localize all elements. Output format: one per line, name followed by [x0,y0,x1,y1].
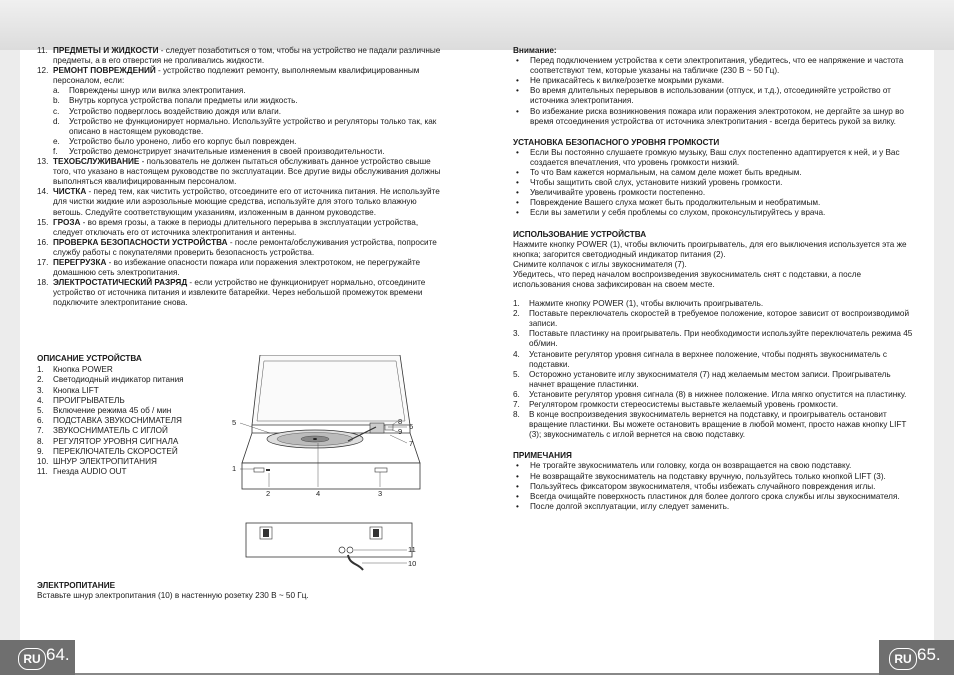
callout-3: 3 [378,489,383,498]
bullet-item: • Перед подключением устройства к сети электропитания, убедитесь, что ее напряжение и частота соответствуют тем, которые указаны на табличке (230 В ~ 50 Гц). [516,56,904,76]
page-number-left: 64. [46,645,70,664]
part-item: 5. Включение режима 45 об / мин [37,406,172,416]
sub-item: c. Устройство подверглось воздействию дождя или влаги. [53,106,282,116]
callout-10: 10 [408,559,417,568]
section-heading-description: ОПИСАНИЕ УСТРОЙСТВА [37,354,142,363]
right-margin-bar [934,50,954,640]
bullet-item: • Чтобы защитить свой слух, установите низкий уровень громкости. [516,178,783,188]
list-item: 15. ГРОЗА - во время грозы, а также в периоды длительного перерыва в эксплуатации устройства, следует отключать его от источника электропитания и антенны. [37,217,419,237]
bullet-item: • Не возвращайте звукосниматель на подставку вручную, пользуйтесь только кнопкой LIFT (3). [516,471,886,481]
usage-intro: Нажмите кнопку POWER (1), чтобы включить проигрыватель, для его выключения используется эта же кнопка; загорится светодиодный индикатор питания (2). [513,239,907,259]
list-item: 11. ПРЕДМЕТЫ И ЖИДКОСТИ - следует позаботиться о том, чтобы на устройство не падали различные предметы, а в его отверстия не проливались жидкости. [37,46,441,66]
bullet-item: • Увеличивайте уровень громкости постепенно. [516,188,706,198]
list-item: 16. ПРОВЕРКА БЕЗОПАСНОСТИ УСТРОЙСТВА - после ремонта/обслуживания устройства, попросите службу работы с покупателями проверить безопасность устройства. [37,237,437,257]
callout-7: 7 [409,439,414,448]
bullet-item: • После долгой эксплуатации, иглу следует заменить. [516,501,730,511]
list-item: 12. РЕМОНТ ПОВРЕЖДЕНИЙ - устройство подлежит ремонту, выполняемым квалифицированным персоналом, если: [37,66,420,86]
section-heading-volume: УСТАНОВКА БЕЗОПАСНОГО УРОВНЯ ГРОМКОСТИ [513,137,720,147]
part-item: 2. Светодиодный индикатор питания [37,375,184,385]
section-heading-usage: ИСПОЛЬЗОВАНИЕ УСТРОЙСТВА [513,229,647,239]
step-item: 3. Поставьте пластинку на проигрыватель. При необходимости используйте переключатель режима 45 об/мин. [513,329,913,349]
section-heading-notes: ПРИМЕЧАНИЯ [513,451,572,461]
bullet-item: • Пользуйтесь фиксатором звукоснимателя, чтобы избежать случайного повреждения иглы. [516,481,876,491]
power-text: Вставьте шнур электропитания (10) в настенную розетку 230 В ~ 50 Гц. [37,591,309,601]
callout-5: 5 [232,418,237,427]
callout-11: 11 [408,545,416,554]
step-item: 6. Установите регулятор уровня сигнала (8) в нижнее положение. Игла мягко опустится на пластинку. [513,389,907,399]
left-column [37,46,447,308]
left-margin-bar [0,50,20,640]
part-item: 6. ПОДСТАВКА ЗВУКОСНИМАТЕЛЯ [37,416,182,426]
bullet-item: • Не трогайте звукосниматель или головку, когда он возвращается на свою подставку. [516,461,852,471]
parts-list [37,354,184,477]
language-badge-left: RU [18,648,46,670]
sub-item: d. Устройство не функционирует нормально. Используйте устройство и регуляторы только так, как описано в настоящем руководстве. [53,116,437,136]
power-section [37,581,437,601]
callout-9: 9 [398,427,403,436]
part-item: 11. Гнезда AUDIO OUT [37,467,127,477]
bullet-item: • Если вы заметили у себя проблемы со слухом, проконсультируйтесь у врача. [516,208,826,218]
bullet-item: • Во избежание риска возникновения пожара или поражения электротоком, не дергайте за шнур во время отсоединения устройства от источника электропитания - всегда беритесь рукой за вилку. [516,106,904,126]
usage-intro: Снимите колпачок с иглы звукоснимателя (7). [513,259,687,269]
language-badge-right: RU [889,648,917,670]
callout-4: 4 [316,489,321,498]
section-heading-attention: Внимание: [513,46,557,55]
list-item: 18. ЭЛЕКТРОСТАТИЧЕСКИЙ РАЗРЯД - если устройство не функционирует нормально, отсоедините устройство от источника питания и извлеките батарейки. Через небольшой промежуток времени подключите электропитание снова. [37,278,426,308]
part-item: 10. ШНУР ЭЛЕКТРОПИТАНИЯ [37,457,157,467]
callout-2: 2 [266,489,271,498]
sub-item: f. Устройство демонстрирует значительные изменения в своей производительности. [53,146,385,156]
step-item: 5. Осторожно установите иглу звукоснимателя (7) над желаемым местом записи. Проигрыватель начнет вращение пластинки. [513,369,891,389]
header-band [0,0,954,50]
part-item: 1. Кнопка POWER [37,365,113,375]
bullet-item: • То что Вам кажется нормальным, на самом деле может быть вредным. [516,168,802,178]
step-item: 2. Поставьте переключатель скоростей в требуемое положение, которое зависит от воспроизводимой записи. [513,309,910,329]
sub-item: a. Повреждены шнур или вилка электропитания. [53,86,246,96]
bullet-item: • Во время длительных перерывов в использовании (отпуск, и т.д.), отсоединяйте устройство от источника электропитания. [516,86,891,106]
callout-6: 6 [409,422,414,431]
part-item: 4. ПРОИГРЫВАТЕЛЬ [37,395,125,405]
list-item: 17. ПЕРЕГРУЗКА - во избежание опасности пожара или поражения электротоком, не перегружайте домашнюю сеть электропитания. [37,257,421,278]
part-item: 8. РЕГУЛЯТОР УРОВНЯ СИГНАЛА [37,436,179,446]
bullet-item: • Если Вы постоянно слушаете громкую музыку, Ваш слух постепенно адаптируется к ней, и у Вас создается впечатления, что уровень громкости низкий. [516,147,900,167]
section-heading-power: ЭЛЕКТРОПИТАНИЕ [37,581,116,590]
part-item: 7. ЗВУКОСНИМАТЕЛЬ С ИГЛОЙ [37,426,168,436]
usage-intro: Убедитесь, что перед началом воспроизведения звукосниматель снят с подставки, а после использования снова зафиксирован на своем месте. [513,269,862,289]
sub-item: e. Устройство было уронено, либо его корпус был поврежден. [53,136,297,146]
callout-8: 8 [398,417,403,426]
part-item: 3. Кнопка LIFT [37,385,99,395]
list-item: 13. ТЕХОБСЛУЖИВАНИЕ - пользователь не должен пытаться обслуживать данное устройство свыше того, что указано в настоящем руководстве по эксплуатации. Все другие виды обслуживания должны выполняться квалифицированным персоналом. [37,157,441,187]
turntable-illustration [230,355,430,575]
sub-item: b. Внутрь корпуса устройства попали предметы или жидкость. [53,96,298,106]
step-item: 1. Нажмите кнопку POWER (1), чтобы включить проигрыватель. [513,299,764,309]
list-item: 14. ЧИСТКА - перед тем, как чистить устройство, отсоедините его от источника питания. Не используйте для чистки жидкие или аэрозольные моющие средства, используйте для этого только влажную ветошь. Следуйте соответствующим указаниям, изложенным в данном руководстве. [37,187,440,217]
callout-1: 1 [232,464,237,473]
step-item: 4. Установите регулятор уровня сигнала в верхнее положение, чтобы поднять звукосниматель с подставки. [513,349,887,369]
right-column [513,46,918,512]
turntable-diagram [230,355,430,580]
bullet-item: • Всегда очищайте поверхность пластинок для более долгого срока службы иглы звукоснимателя. [516,491,900,501]
step-item: 8. В конце воспроизведения звукосниматель вернется на подставку, и проигрыватель остановит вращение пластинки. Вы можете остановить вращение в любой момент, просто нажав кнопку LIFT (3); звукосниматель с иглой вернется на свою подставку. [513,410,907,440]
bullet-item: • Повреждение Вашего слуха может быть продолжительным и необратимым. [516,198,821,208]
step-item: 7. Регулятором громкости стереосистемы выставьте желаемый уровень громкости. [513,400,838,409]
page-number-right: 65. [917,645,941,664]
part-item: 9. ПЕРЕКЛЮЧАТЕЛЬ СКОРОСТЕЙ [37,446,178,456]
bullet-item: • Не прикасайтесь к вилке/розетке мокрыми руками. [516,76,724,86]
